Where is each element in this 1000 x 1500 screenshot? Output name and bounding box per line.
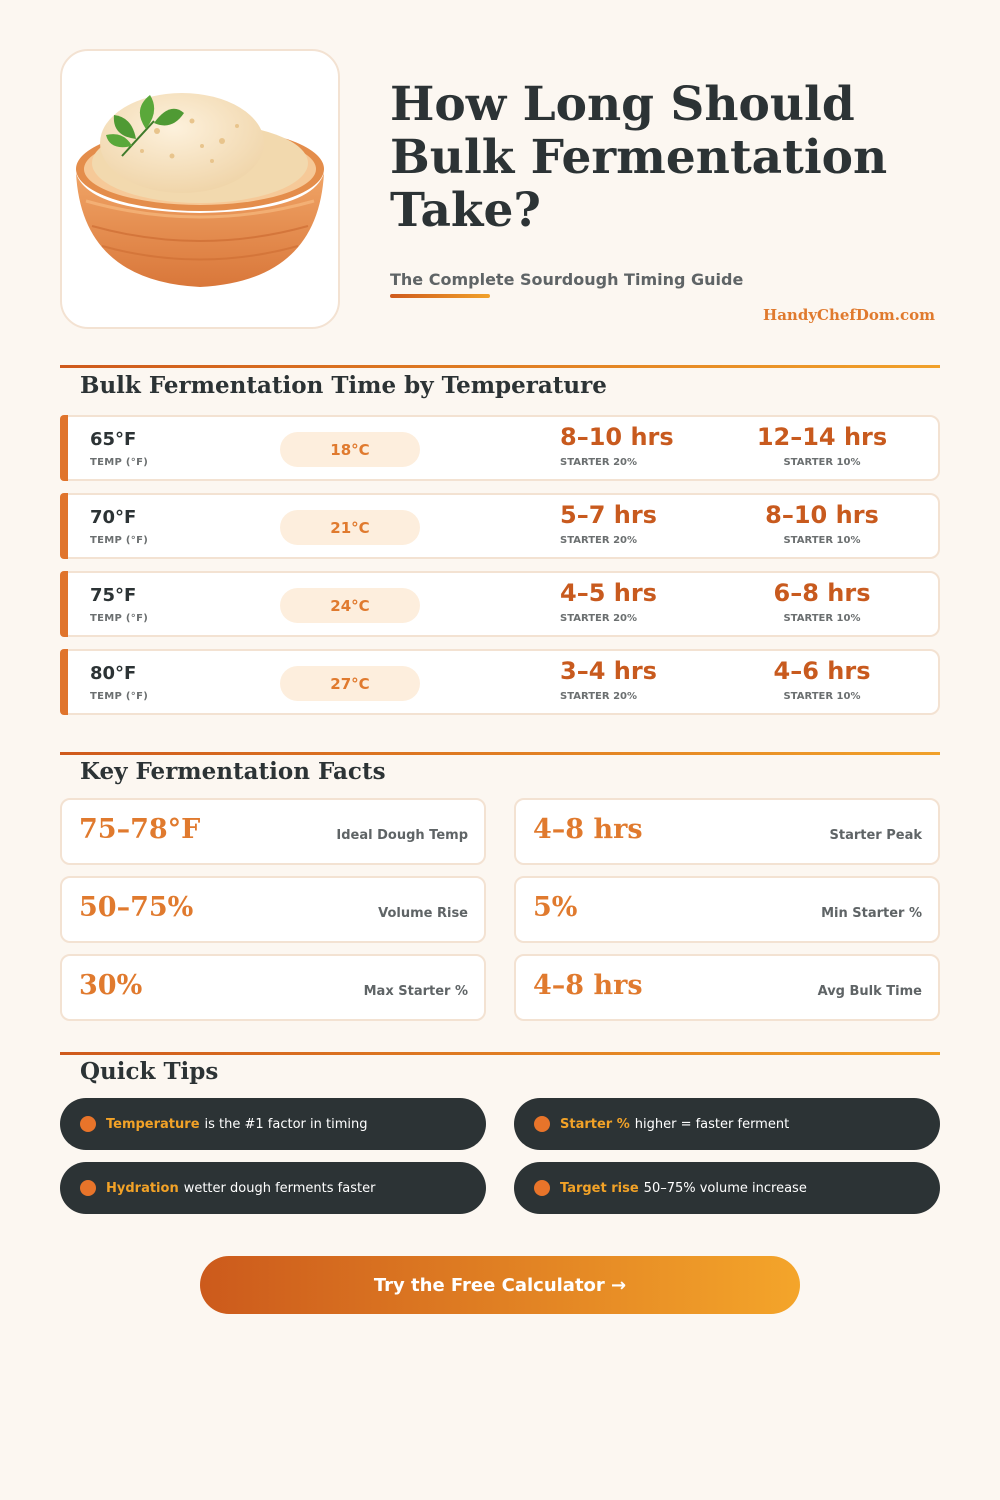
tip-keyword: Temperature: [106, 1116, 200, 1132]
fact-value: 4–8 hrs: [533, 970, 643, 1001]
fact-label: Ideal Dough Temp: [336, 828, 468, 843]
starter-20-time: 8–10 hrs: [560, 423, 674, 451]
fact-value: 75–78°F: [79, 814, 201, 845]
free-calculator-button[interactable]: Try the Free Calculator →: [200, 1256, 800, 1314]
fact-label: Starter Peak: [829, 828, 922, 843]
temperature-row: [60, 571, 940, 637]
fact-value: 4–8 hrs: [533, 814, 643, 845]
starter-10-time: 12–14 hrs: [756, 423, 888, 451]
starter-20-time: 3–4 hrs: [560, 657, 657, 685]
subtitle-underline: [390, 294, 490, 298]
tip-keyword: Target rise: [560, 1180, 639, 1196]
bullet-dot-icon: [534, 1180, 550, 1196]
tip-text: 50–75% volume increase: [643, 1180, 807, 1196]
tips-section-title: Quick Tips: [80, 1058, 219, 1085]
fact-label: Min Starter %: [821, 906, 922, 921]
fact-card: [514, 954, 940, 1021]
temp-f-value: 70°F: [90, 507, 137, 528]
tip-text: wetter dough ferments faster: [183, 1180, 376, 1196]
starter-10-label: STARTER 10%: [783, 691, 861, 702]
tip-pill: [514, 1098, 940, 1150]
fact-card: [514, 798, 940, 865]
temperature-section-title: Bulk Fermentation Time by Temperature: [80, 372, 607, 399]
starter-10-time: 4–6 hrs: [773, 657, 871, 685]
tip-pill: [60, 1098, 486, 1150]
section-divider: [60, 365, 940, 368]
temperature-row: [60, 649, 940, 715]
page-title: How Long Should Bulk Fermentation Take?: [390, 77, 888, 238]
temp-c-badge: 24°C: [280, 588, 420, 623]
row-accent-bar: [60, 415, 68, 481]
temp-f-label: TEMP (°F): [90, 457, 149, 468]
tip-text: is the #1 factor in timing: [204, 1116, 368, 1132]
fact-label: Max Starter %: [363, 984, 468, 999]
tip-pill: [60, 1162, 486, 1214]
facts-section-title: Key Fermentation Facts: [80, 758, 386, 785]
site-link[interactable]: HandyChefDom.com: [763, 306, 935, 324]
starter-10-label: STARTER 10%: [783, 535, 861, 546]
hero-image-card: [60, 49, 340, 329]
fact-card: [514, 876, 940, 943]
temp-c-badge: 21°C: [280, 510, 420, 545]
starter-20-label: STARTER 20%: [560, 535, 638, 546]
temp-f-label: TEMP (°F): [90, 691, 149, 702]
starter-20-label: STARTER 20%: [560, 613, 638, 624]
fact-value: 30%: [79, 970, 143, 1001]
temperature-row: [60, 493, 940, 559]
tip-keyword: Starter %: [560, 1116, 630, 1132]
starter-20-label: STARTER 20%: [560, 457, 638, 468]
fact-label: Volume Rise: [378, 906, 468, 921]
fact-card: [60, 798, 486, 865]
row-accent-bar: [60, 493, 68, 559]
fact-label: Avg Bulk Time: [817, 984, 922, 999]
temp-f-label: TEMP (°F): [90, 613, 149, 624]
tip-pill: [514, 1162, 940, 1214]
fact-card: [60, 876, 486, 943]
fact-value: 5%: [533, 892, 578, 923]
temp-c-badge: 27°C: [280, 666, 420, 701]
temp-c-badge: 18°C: [280, 432, 420, 467]
starter-10-label: STARTER 10%: [783, 457, 861, 468]
fact-card: [60, 954, 486, 1021]
temperature-row: [60, 415, 940, 481]
dough-bowl-icon: [62, 51, 338, 327]
temp-f-value: 65°F: [90, 429, 137, 450]
temp-f-label: TEMP (°F): [90, 535, 149, 546]
starter-20-label: STARTER 20%: [560, 691, 638, 702]
page-subtitle: The Complete Sourdough Timing Guide: [390, 270, 744, 289]
fact-value: 50–75%: [79, 892, 194, 923]
temp-f-value: 75°F: [90, 585, 137, 606]
bullet-dot-icon: [534, 1116, 550, 1132]
section-divider: [60, 752, 940, 755]
section-divider: [60, 1052, 940, 1055]
temp-f-value: 80°F: [90, 663, 137, 684]
row-accent-bar: [60, 649, 68, 715]
starter-10-time: 8–10 hrs: [765, 501, 879, 529]
starter-20-time: 4–5 hrs: [560, 579, 657, 607]
bullet-dot-icon: [80, 1180, 96, 1196]
bullet-dot-icon: [80, 1116, 96, 1132]
starter-10-label: STARTER 10%: [783, 613, 861, 624]
tip-keyword: Hydration: [106, 1180, 179, 1196]
starter-10-time: 6–8 hrs: [773, 579, 871, 607]
row-accent-bar: [60, 571, 68, 637]
starter-20-time: 5–7 hrs: [560, 501, 657, 529]
tip-text: higher = faster ferment: [634, 1116, 790, 1132]
